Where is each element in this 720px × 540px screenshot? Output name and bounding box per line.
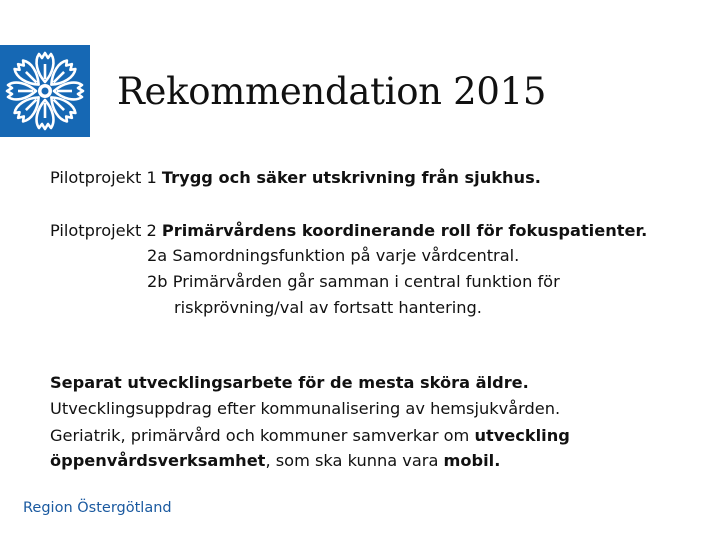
footer-organization: Region Östergötland [23, 500, 172, 516]
logo-petal [7, 83, 36, 100]
logo-petal [37, 53, 54, 82]
separate-work-heading [50, 373, 529, 393]
geriatrics-line1 [50, 426, 570, 446]
pilot-project-2-label: Pilotprojekt 2 [50, 221, 162, 240]
pilot-project-1-title: Trygg och säker utskrivning från sjukhus. [161, 168, 541, 187]
subitem-2b-line1: 2b Primärvården går samman i central funktion för [147, 272, 560, 291]
geriatrics-line1-bold: utveckling [474, 426, 570, 445]
region-logo [0, 45, 90, 137]
pilot-project-2 [50, 221, 647, 241]
geriatrics-line2-bold: öppenvårdsverksamhet [50, 451, 266, 470]
slide-title: Rekommendation 2015 [117, 70, 547, 113]
logo-petal [54, 83, 83, 100]
pilot-project-2-title: Primärvårdens koordinerande roll för fokuspatienter. [161, 221, 648, 240]
pilot-project-1-label: Pilotprojekt 1 [50, 168, 162, 187]
subitem-2b-line2: riskprövning/val av fortsatt hantering. [174, 298, 482, 317]
geriatrics-line2-text: , som ska kunna vara [265, 451, 444, 470]
cornflower-logo-icon [0, 45, 90, 137]
geriatrics-line1-text: Geriatrik, primärvård och kommuner samverkar om [50, 426, 475, 445]
separate-work-heading-text: Separat utvecklingsarbete för de mesta sköra äldre. [50, 373, 529, 392]
logo-petal [37, 100, 54, 129]
geriatrics-line2 [50, 451, 500, 471]
development-assignment: Utvecklingsuppdrag efter kommunalisering av hemsjukvården. [50, 399, 561, 418]
geriatrics-line2-bold2: mobil. [443, 451, 501, 470]
subitem-2a: 2a Samordningsfunktion på varje vårdcentral. [147, 246, 520, 265]
pilot-project-1 [50, 168, 541, 188]
